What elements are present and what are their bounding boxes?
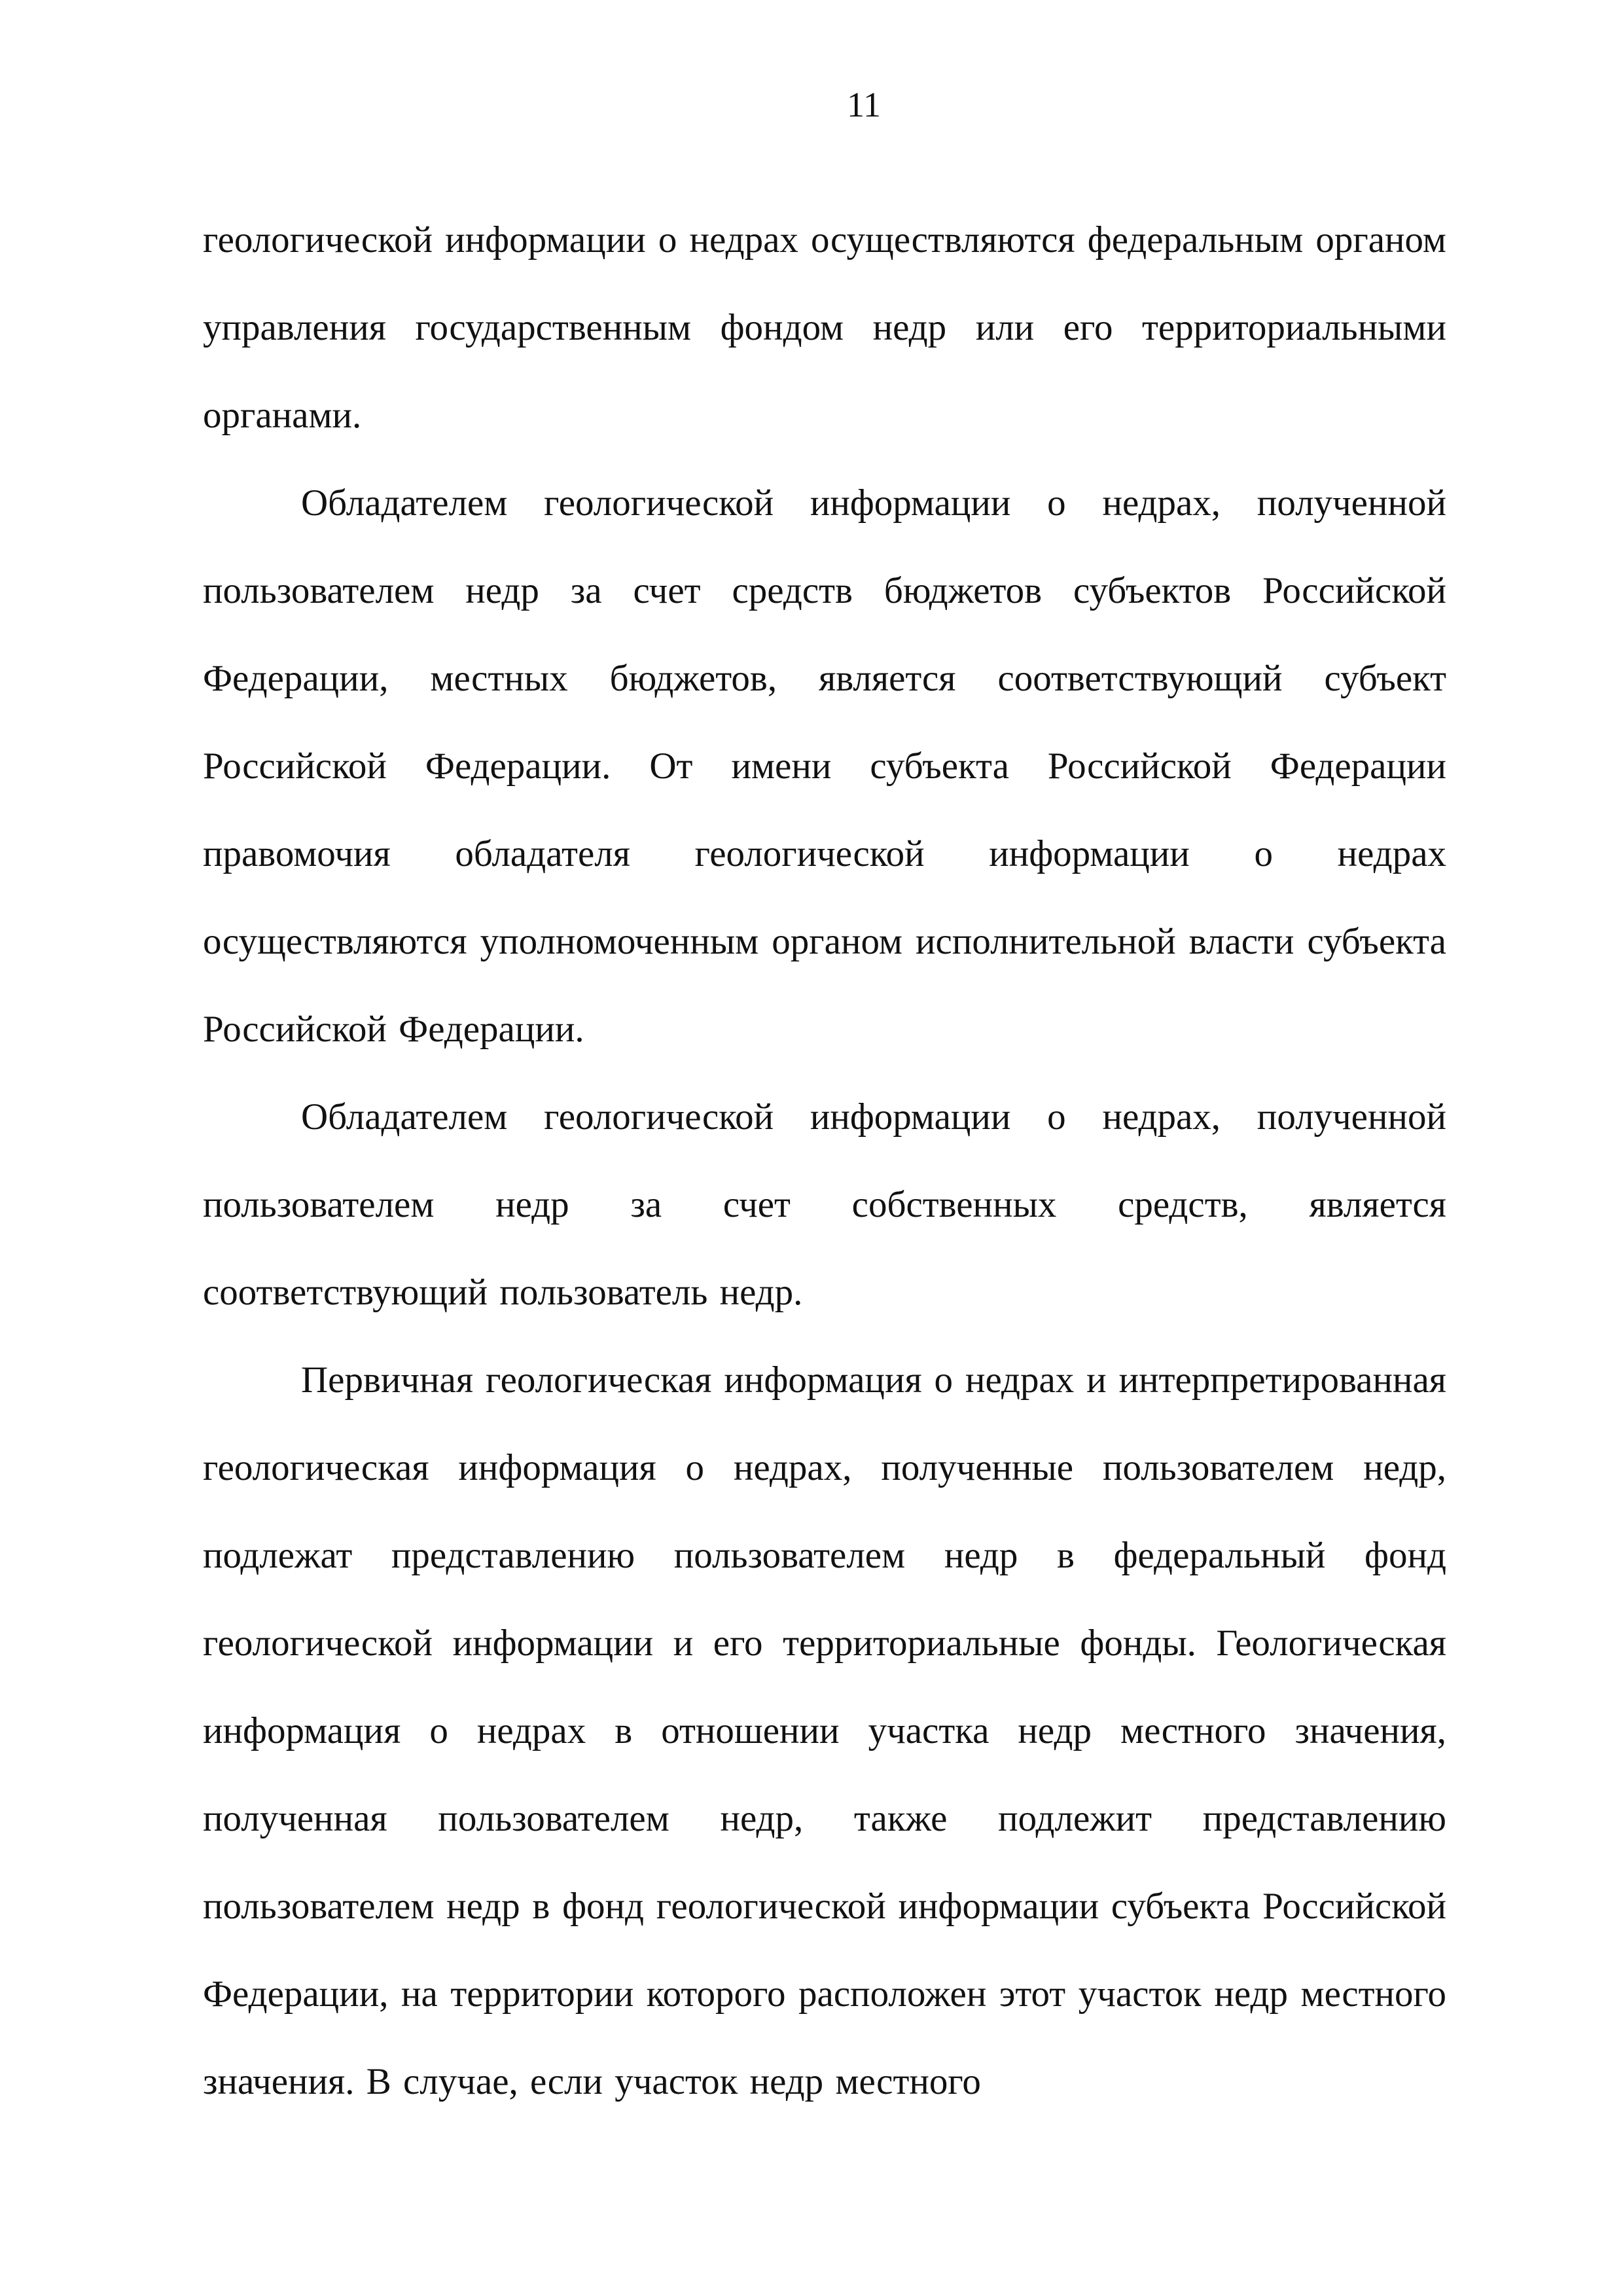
paragraph-continuation: геологической информации о недрах осуществляются федеральным органом управления государственным фондом недр или его территориальными органами. <box>203 219 1446 436</box>
paragraph-submission-duty: Первичная геологическая информация о недрах и интерпретированная геологическая информация о недрах, полученные пользователем недр, подлежат представлению пользователем недр в федеральный фонд геологической информации и его территориальные фонды. Геологическая информация о недрах в отношении участка недр местного значения, полученная пользователем недр, также подлежит представлению пользователем недр в фонд геологической информации субъекта Российской Федерации, на территории которого расположен этот участок недр местного значения. В случае, если участок недр местного <box>203 1359 1446 2102</box>
paragraph-regional-owner: Обладателем геологической информации о недрах, полученной пользователем недр за счет средств бюджетов субъектов Российской Федерации, местных бюджетов, является соответствующий субъект Российской Федерации. От имени субъекта Российской Федерации правомочия обладателя геологической информации о недрах осуществляются уполномоченным органом исполнительной власти субъекта Российской Федерации. <box>203 482 1446 1050</box>
page-number: 11 <box>847 85 881 124</box>
paragraph-own-funds-owner: Обладателем геологической информации о недрах, полученной пользователем недр за счет собственных средств, является соответствующий пользователь недр. <box>203 1096 1446 1313</box>
document-body <box>203 196 1446 2126</box>
